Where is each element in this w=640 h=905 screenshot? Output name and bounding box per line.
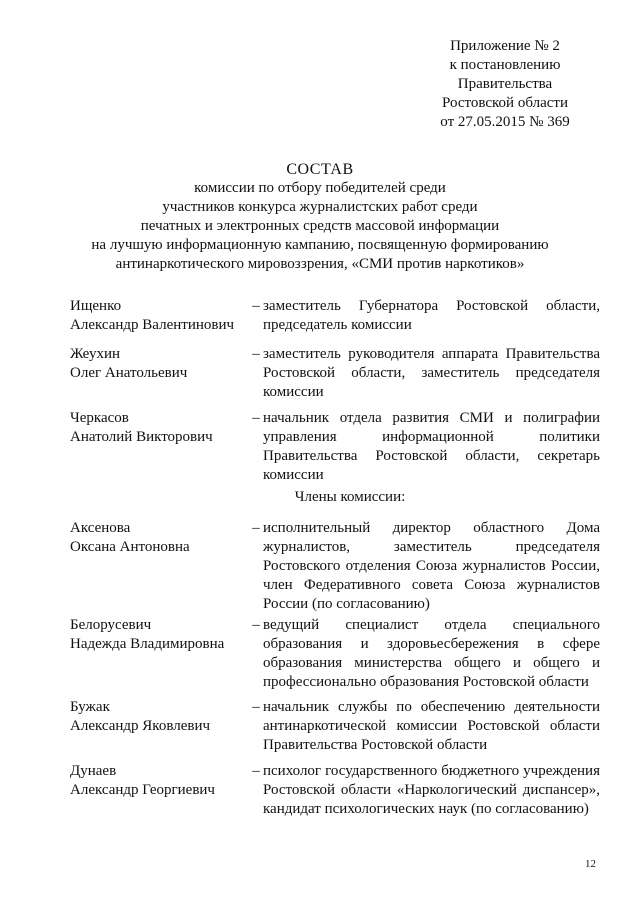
- member-surname: Аксенова: [70, 520, 131, 536]
- appendix-line: от 27.05.2015 № 369: [440, 114, 570, 130]
- dash-separator: –: [252, 298, 260, 314]
- dash-separator: –: [252, 346, 260, 362]
- member-given-name: Александр Валентинович: [70, 317, 235, 333]
- member-name: [70, 409, 250, 447]
- member-role: психолог государственного бюджетного учреждения Ростовской области «Наркологический диспансер», кандидат психологических наук (по согласованию): [263, 763, 600, 817]
- member-name: [70, 519, 250, 557]
- member-given-name: Надежда Владимировна: [70, 636, 225, 652]
- dash-separator: –: [252, 410, 260, 426]
- member-given-name: Александр Георгиевич: [70, 782, 215, 798]
- member-name: [70, 297, 250, 335]
- member-role: заместитель Губернатора Ростовской области, председатель комиссии: [263, 298, 600, 333]
- member-surname: Жеухин: [70, 346, 121, 362]
- member-surname: Черкасов: [70, 410, 129, 426]
- document-title: [40, 160, 600, 274]
- appendix-line: Правительства: [457, 76, 553, 92]
- member-role: начальник службы по обеспечению деятельности антинаркотической комиссии Ростовской области Правительства Ростовской области: [263, 699, 600, 753]
- member-surname: Дунаев: [70, 763, 117, 779]
- dash-separator: –: [252, 763, 260, 779]
- member-name: [70, 762, 250, 800]
- member-given-name: Олег Анатольевич: [70, 365, 188, 381]
- member-role: заместитель руководителя аппарата Правительства Ростовской области, заместитель председателя комиссии: [263, 346, 600, 400]
- member-given-name: Оксана Антоновна: [70, 539, 190, 555]
- member-role: начальник отдела развития СМИ и полиграфии управления информационной политики Правительства Ростовской области, секретарь комиссии: [263, 410, 600, 483]
- member-role: ведущий специалист отдела специального образования и здоровьесбережения в сфере образования министерства общего и общего и профессионально образования Ростовской области: [263, 617, 600, 690]
- member-given-name: Анатолий Викторович: [70, 429, 213, 445]
- title-line: на лучшую информационную кампанию, посвященную формированию: [91, 237, 549, 253]
- dash-separator: –: [252, 617, 260, 633]
- members-heading: Члены комиссии:: [294, 489, 406, 505]
- title-line: комиссии по отбору победителей среди: [194, 180, 446, 196]
- member-given-name: Александр Яковлевич: [70, 718, 211, 734]
- member-name: [70, 698, 250, 736]
- appendix-line: к постановлению: [449, 57, 561, 73]
- title-line: антинаркотического мировоззрения, «СМИ против наркотиков»: [115, 256, 525, 272]
- title-heading: СОСТАВ: [286, 161, 354, 178]
- member-surname: Белорусевич: [70, 617, 152, 633]
- member-role: исполнительный директор областного Дома журналистов, заместитель председателя Ростовского отделения Союза журналистов России, член Федеративного совета Союза журналистов России (по согласованию): [263, 520, 600, 612]
- dash-separator: –: [252, 699, 260, 715]
- member-surname: Ищенко: [70, 298, 122, 314]
- appendix-line: Приложение № 2: [450, 38, 560, 54]
- appendix-header: [405, 37, 605, 132]
- dash-separator: –: [252, 520, 260, 536]
- title-line: участников конкурса журналистских работ среди: [162, 199, 478, 215]
- member-surname: Бужак: [70, 699, 110, 715]
- title-line: печатных и электронных средств массовой информации: [140, 218, 500, 234]
- page-number: 12: [585, 858, 596, 870]
- appendix-line: Ростовской области: [442, 95, 568, 111]
- member-name: [70, 345, 250, 383]
- member-name: [70, 616, 250, 654]
